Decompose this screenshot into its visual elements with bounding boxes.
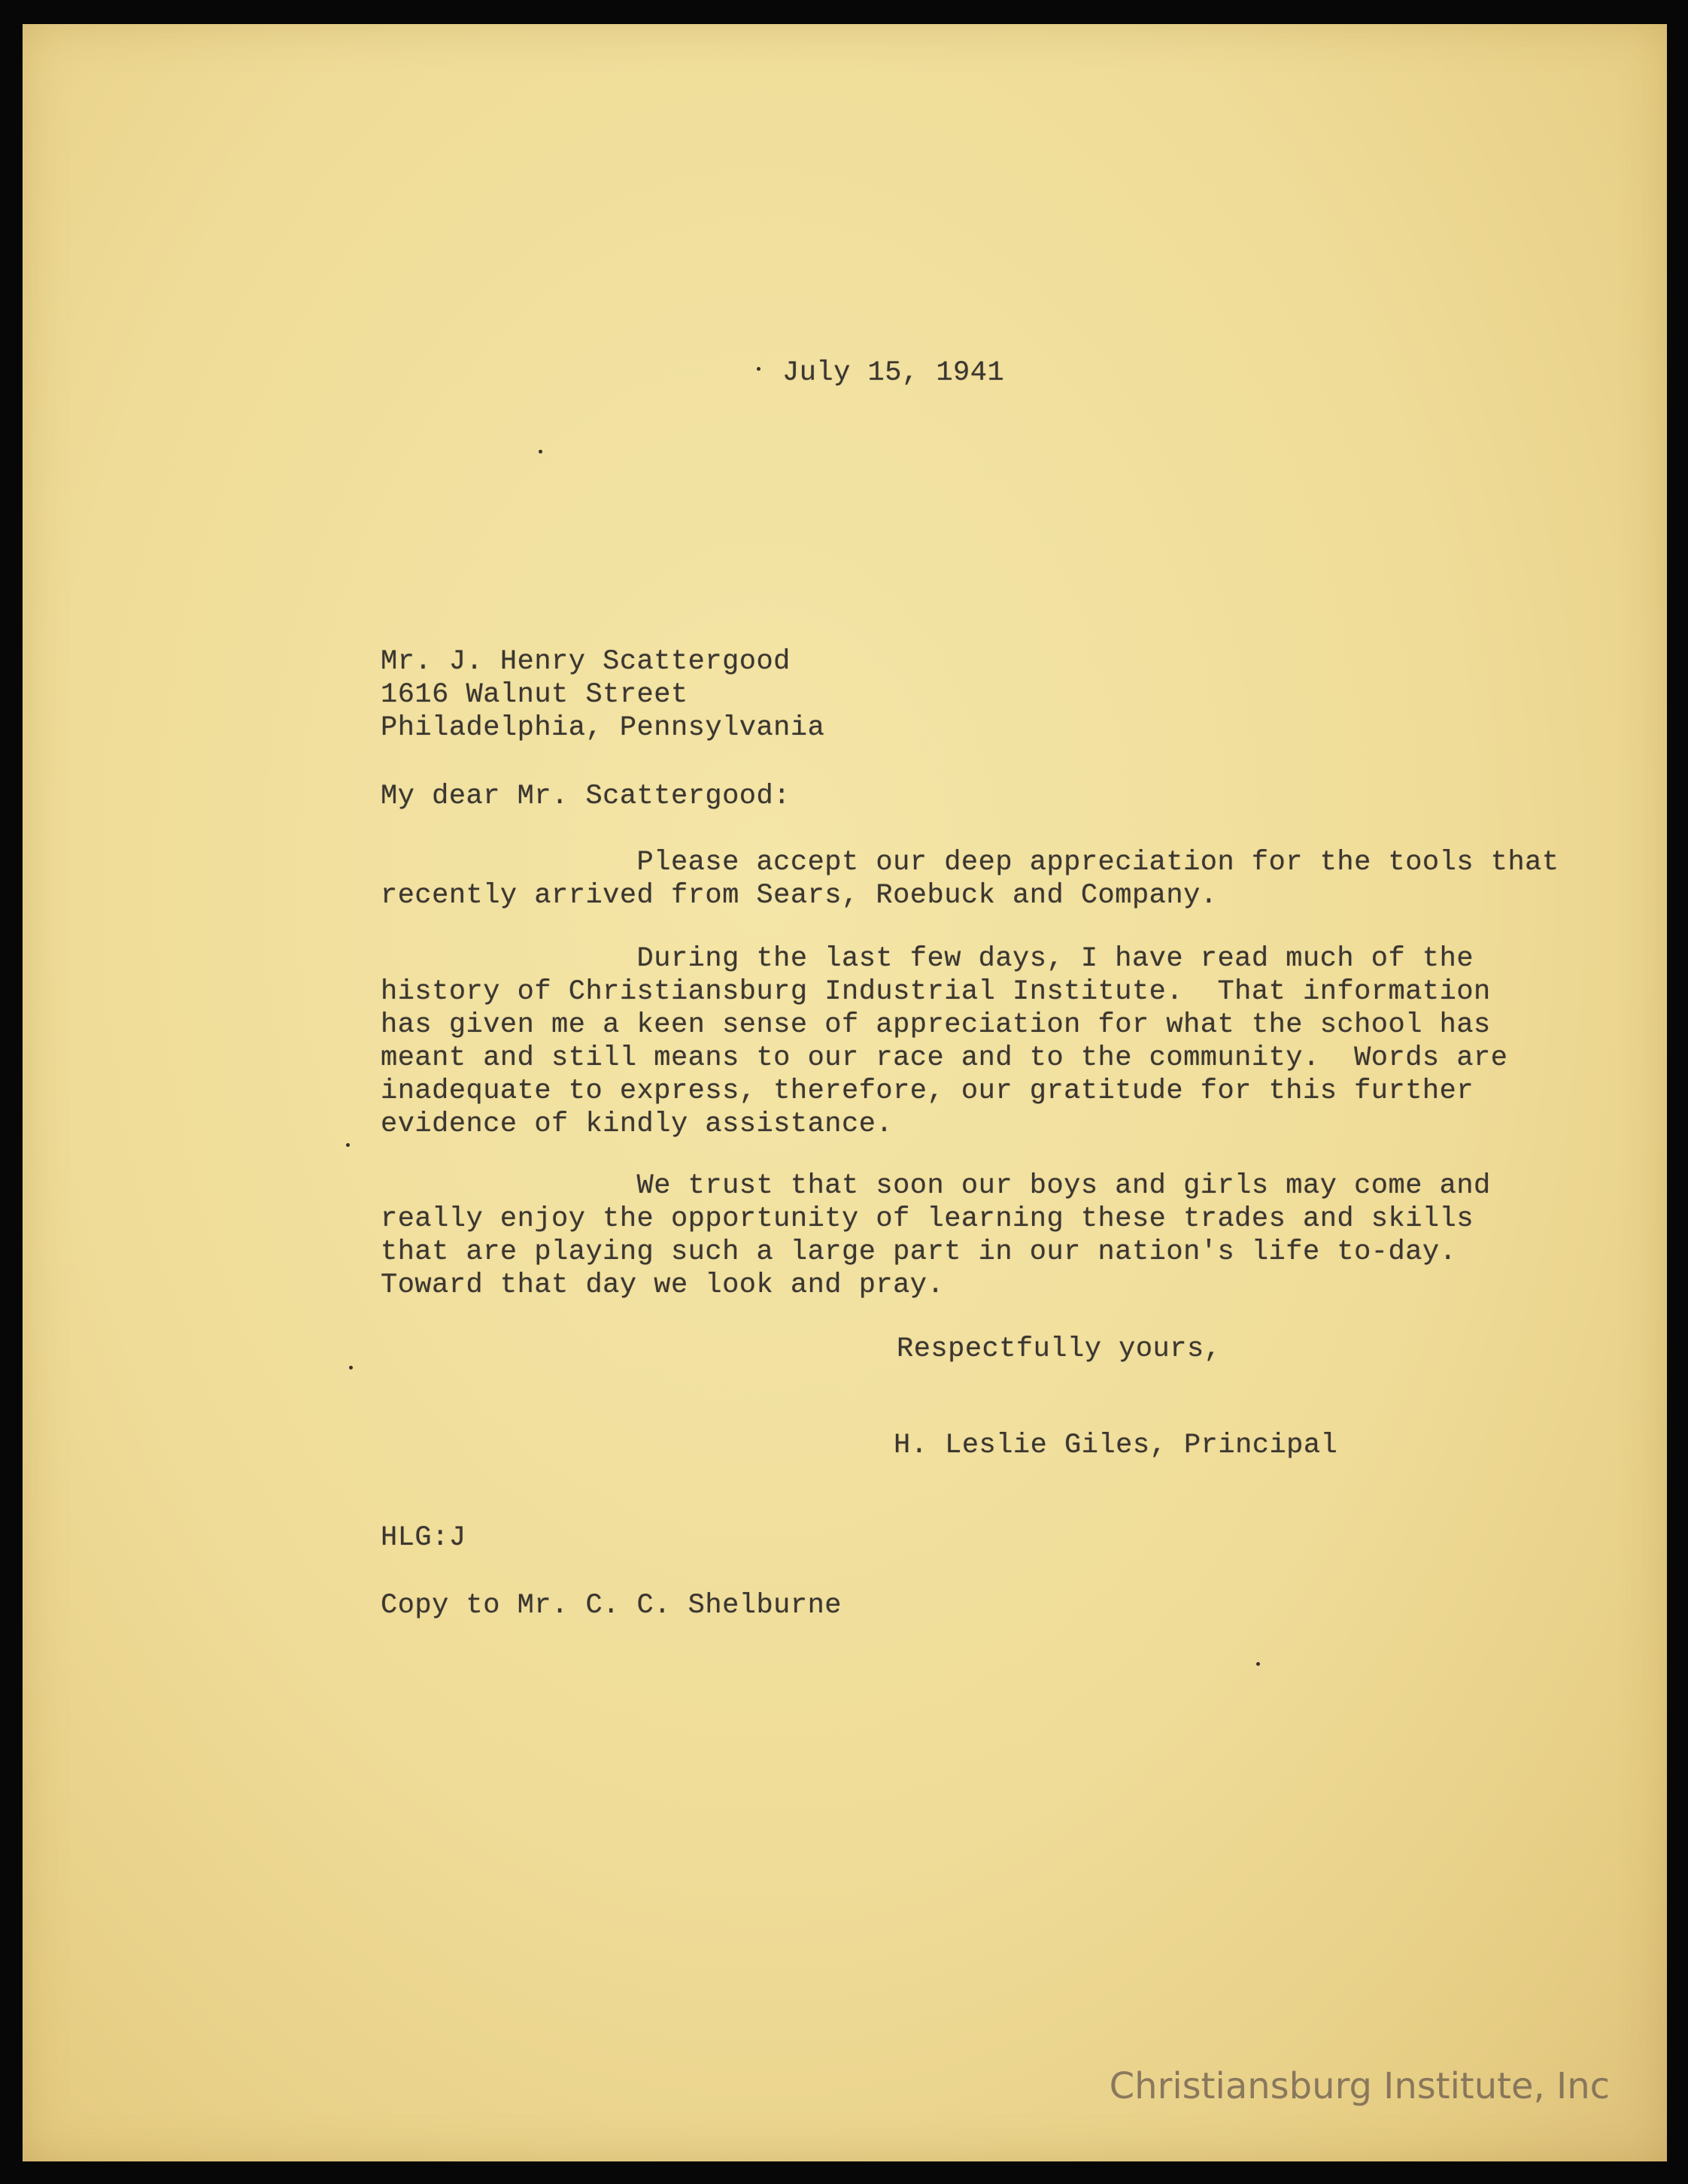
watermark: Christiansburg Institute, Inc xyxy=(1109,2065,1610,2107)
signature-line: H. Leslie Giles, Principal xyxy=(894,1430,1338,1461)
body-paragraph: During the last few days, I have read much of the history of Christiansburg Industrial Institute. That information has given me a keen sense of appreciation for what the school has meant and still means to our race and to the community. Words are inadequate to express, therefore, our gratitude for this further evidence of kindly assistance. xyxy=(381,943,1508,1140)
recipient-city: Philadelphia, Pennsylvania xyxy=(381,712,825,744)
paper-speck xyxy=(349,1366,353,1370)
body-paragraph: We trust that soon our boys and girls may come and really enjoy the opportunity of learning these trades and skills that are playing such a large part in our nation's life to-day. Toward that day we look and pray. xyxy=(381,1170,1491,1301)
paper-speck xyxy=(539,450,542,453)
paper-speck xyxy=(1256,1662,1260,1666)
paper-speck xyxy=(346,1143,350,1147)
recipient-address xyxy=(381,645,824,745)
closing: Respectfully yours, xyxy=(897,1333,1222,1365)
typist-initials: HLG:J xyxy=(381,1522,466,1554)
letter-page xyxy=(23,24,1667,2161)
paper-speck xyxy=(757,367,761,371)
copy-notation: Copy to Mr. C. C. Shelburne xyxy=(381,1590,842,1621)
recipient-street: 1616 Walnut Street xyxy=(381,679,688,711)
recipient-name: Mr. J. Henry Scattergood xyxy=(381,646,791,678)
letter-date: July 15, 1941 xyxy=(782,357,1005,389)
body-paragraph: Please accept our deep appreciation for the tools that recently arrived from Sears, Roebuck and Company. xyxy=(381,847,1559,912)
salutation: My dear Mr. Scattergood: xyxy=(381,781,791,812)
